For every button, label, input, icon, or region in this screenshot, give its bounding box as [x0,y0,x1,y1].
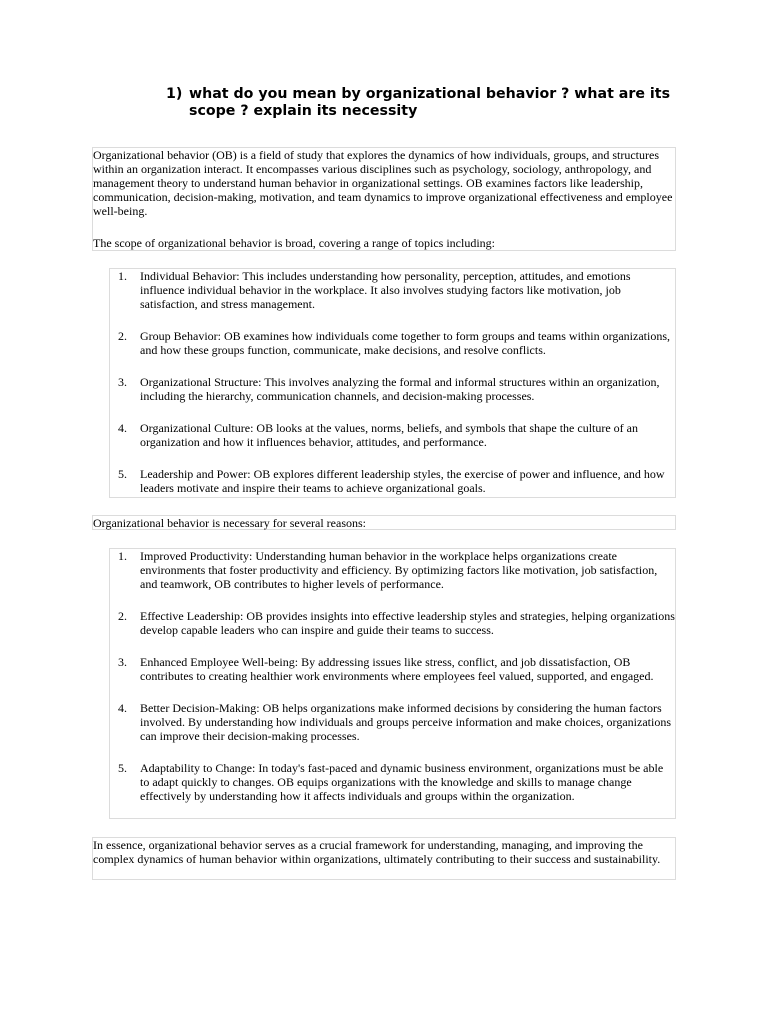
list-item-number: 2. [118,329,127,343]
list-item [110,701,675,743]
conclusion-section [92,837,676,880]
list-item-number: 1. [118,269,127,283]
list-item-text: Improved Productivity: Understanding human behavior in the workplace helps organizations create environments that foster productivity and efficiency. By optimizing factors like motivation, job satisfaction, and teamwork, OB contributes to higher levels of performance. [140,549,658,591]
definition-paragraph: Organizational behavior (OB) is a field of study that explores the dynamics of how individuals, groups, and structures within an organization interact. It encompasses various disciplines such as psychology, sociology, anthropology, and management theory to understand human behavior in organizational settings. OB examines factors like leadership, communication, decision-making, motivation, and team dynamics to improve organizational effectiveness and employee well-being. [93,148,673,218]
question-text: what do you mean by organizational behavior ? what are its scope ? explain its necessity [189,86,671,119]
reasons-list [110,549,675,803]
list-item [110,269,675,311]
list-item-number: 1. [118,549,127,563]
list-item-number: 3. [118,375,127,389]
list-item-number: 5. [118,761,127,775]
scope-intro-paragraph: The scope of organizational behavior is broad, covering a range of topics including: [93,236,495,250]
list-item-text: Organizational Structure: This involves analyzing the formal and informal structures within an organization, including the hierarchy, communication channels, and decision-making processes. [140,375,660,403]
list-item [110,609,675,637]
list-item [110,329,675,357]
list-item [110,467,675,495]
intro-section [92,147,676,251]
list-item-number: 3. [118,655,127,669]
list-item-number: 5. [118,467,127,481]
list-item-number: 2. [118,609,127,623]
list-item [110,761,675,803]
list-item [110,375,675,403]
list-item-number: 4. [118,701,127,715]
question-heading [166,86,696,120]
list-item-text: Effective Leadership: OB provides insights into effective leadership styles and strategies, helping organizations develop capable leaders who can inspire and guide their teams to success. [140,609,675,637]
reasons-list-section [109,548,676,819]
list-item-text: Organizational Culture: OB looks at the values, norms, beliefs, and symbols that shape the culture of an organization and how it influences behavior, attitudes, and performance. [140,421,638,449]
list-item [110,549,675,591]
list-item-text: Better Decision-Making: OB helps organizations make informed decisions by considering the human factors involved. By understanding how individuals and groups perceive information and make choices, organizations can improve their decision-making processes. [140,701,671,743]
scope-list [110,269,675,495]
list-item-text: Enhanced Employee Well-being: By addressing issues like stress, conflict, and job dissatisfaction, OB contributes to creating healthier work environments where employees feel valued, supported, and engaged. [140,655,654,683]
list-item-text: Individual Behavior: This includes understanding how personality, perception, attitudes, and emotions influence individual behavior in the workplace. It also involves studying factors like motivation, job satisfaction, and stress management. [140,269,631,311]
list-item-text: Group Behavior: OB examines how individuals come together to form groups and teams within organizations, and how these groups function, communicate, make decisions, and resolve conflicts. [140,329,671,357]
necessity-intro-paragraph: Organizational behavior is necessary for several reasons: [93,516,367,530]
list-item [110,655,675,683]
question-number: 1) [166,86,183,102]
necessity-section [92,515,676,530]
list-item-text: Adaptability to Change: In today's fast-paced and dynamic business environment, organizations must be able to adapt quickly to changes. OB equips organizations with the knowledge and skills to manage change effectively by understanding how it affects individuals and groups within the organization. [140,761,664,803]
list-item [110,421,675,449]
scope-list-section [109,268,676,498]
list-item-number: 4. [118,421,127,435]
list-item-text: Leadership and Power: OB explores different leadership styles, the exercise of power and influence, and how leaders motivate and inspire their teams to achieve organizational goals. [140,467,665,495]
conclusion-paragraph: In essence, organizational behavior serves as a crucial framework for understanding, managing, and improving the complex dynamics of human behavior within organizations, ultimately contributing to their success and sustainability. [93,838,661,866]
